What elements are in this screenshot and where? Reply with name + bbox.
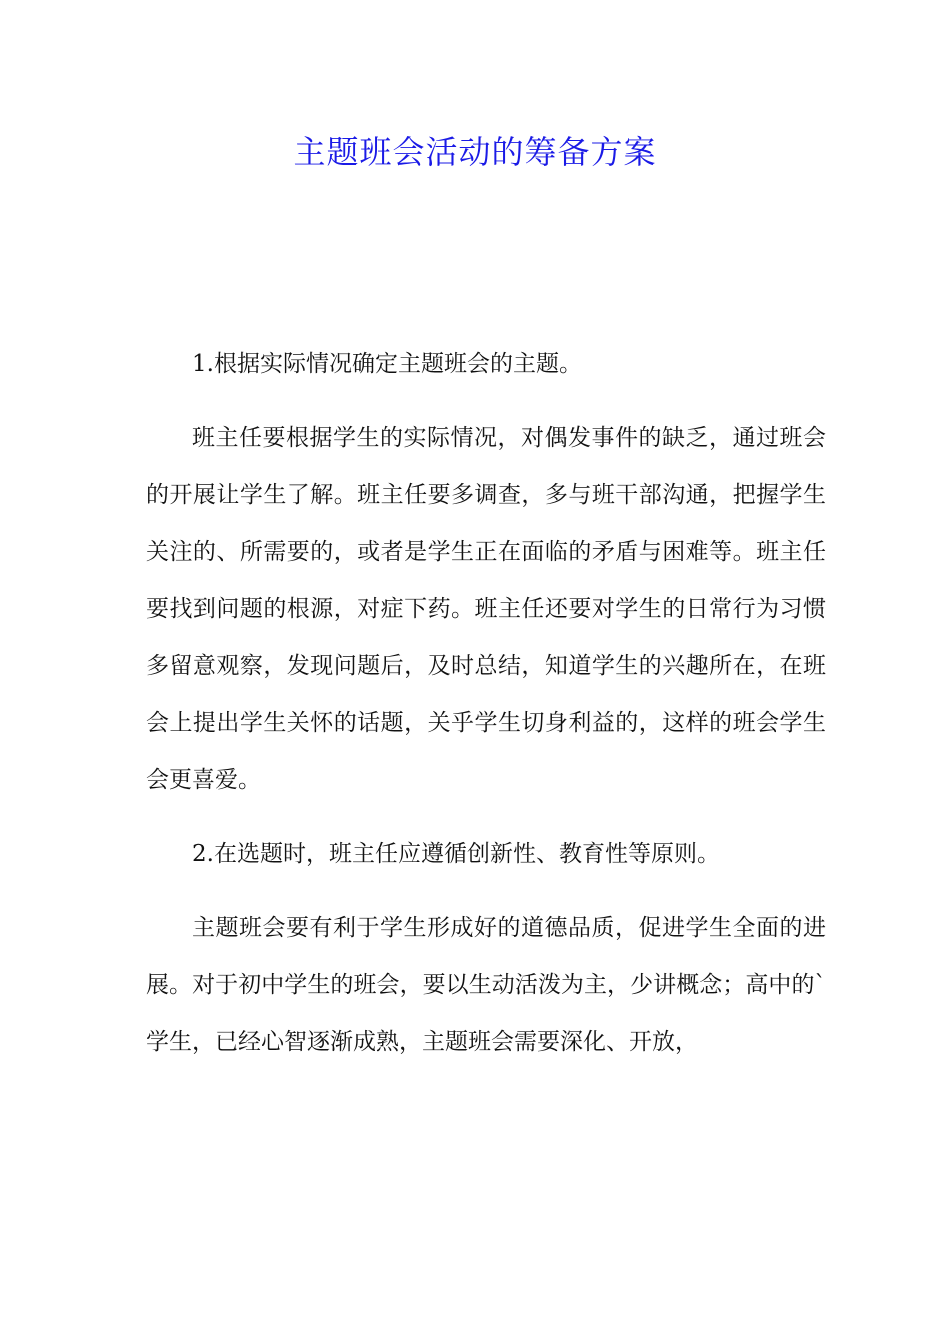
document-title: 主题班会活动的筹备方案 bbox=[293, 133, 657, 171]
section-paragraph-1: 班主任要根据学生的实际情况，对偶发事件的缺乏，通过班会的开展让学生了解。班主任要多调查，多与班干部沟通，把握学生关注的、所需要的，或者是学生正在面临的矛盾与困难等。班主任要找到问题的根源，对症下药。班主任还要对学生的日常行为习惯多留意观察，发现问题后，及时总结，知道学生的兴趣所在，在班会上提出学生关怀的话题，关乎学生切身利益的，这样的班会学生会更喜爱。 bbox=[146, 425, 826, 793]
document-body bbox=[146, 336, 826, 1088]
section-heading-2: 2.在选题时，班主任应遵循创新性、教育性等原则。 bbox=[192, 841, 720, 867]
section-paragraph-2: 主题班会要有利于学生形成好的道德品质，促进学生全面的进展。对于初中学生的班会，要以生动活泼为主，少讲概念；高中的`学生，已经心智逐渐成熟，主题班会需要深化、开放， bbox=[146, 915, 826, 1055]
section-heading-1: 1.根据实际情况确定主题班会的主题。 bbox=[192, 351, 582, 377]
